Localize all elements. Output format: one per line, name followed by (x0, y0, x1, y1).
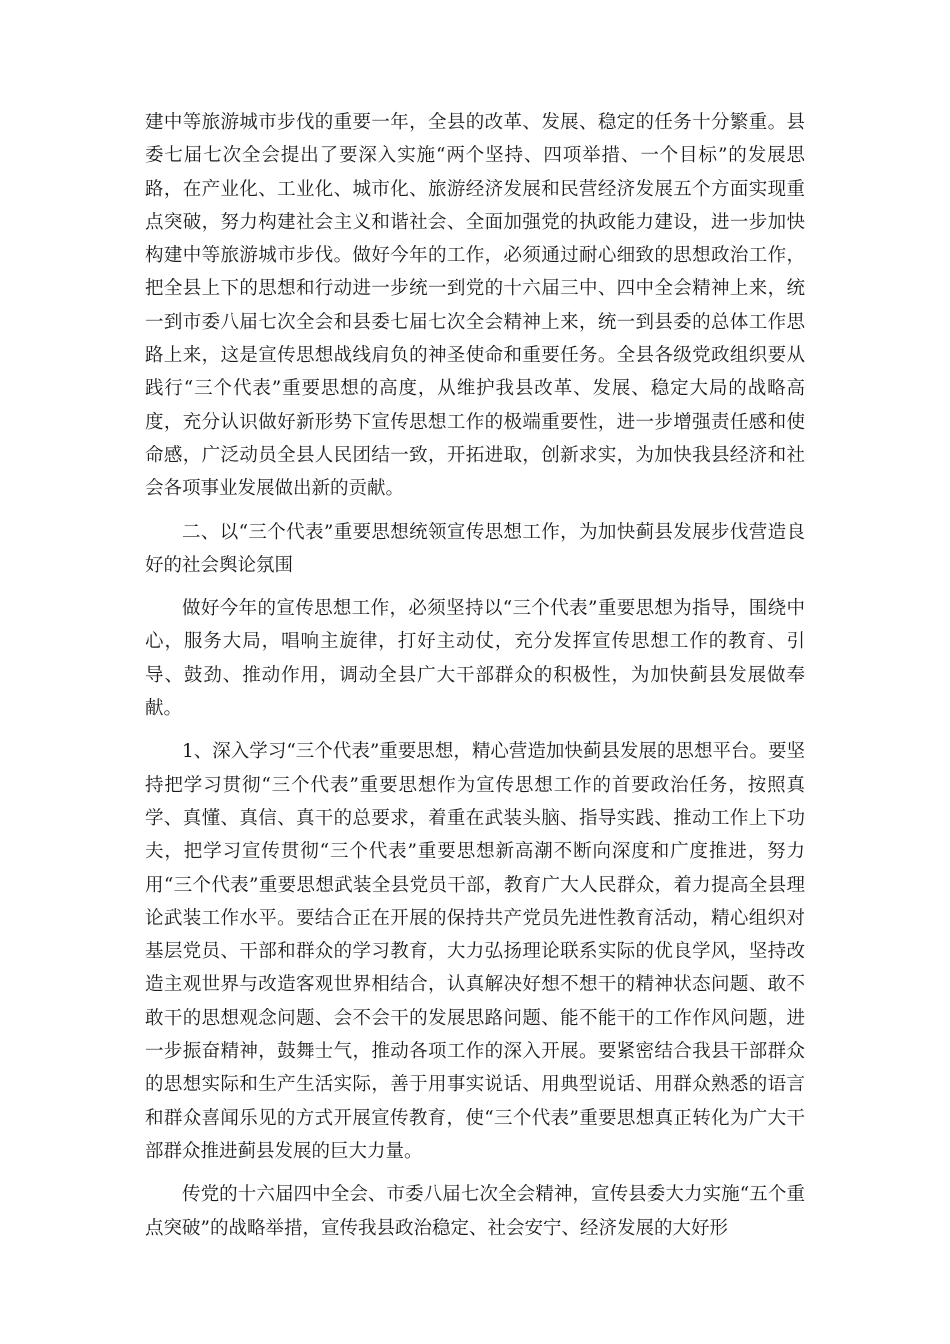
paragraph-next: 传党的十六届四中全会、市委八届七次全会精神，宣传县委大力实施“五个重点突破”的战略举措，宣传我县政治稳定、社会安宁、经济发展的大好形 (145, 1184, 805, 1239)
paragraph-item-1: 1、深入学习“三个代表”重要思想，精心营造加快蓟县发展的思想平台。要坚持把学习贯彻“三个代表”重要思想作为宣传思想工作的首要政治任务，按照真学、真懂、真信、真干的总要求，着重在武装头脑、指导实践、推动工作上下功夫，把学习宣传贯彻“三个代表”重要思想新高潮不断向深度和广度推进，努力用“三个代表”重要思想武装全县党员干部，教育广大人民群众，着力提高全县理论武装工作水平。要结合正在开展的保持共产党员先进性教育活动，精心组织对基层党员、干部和群众的学习教育，大力弘扬理论联系实际的优良学风，坚持改造主观世界与改造客观世界相结合，认真解决好想不想干的精神状态问题、敢不敢干的思想观念问题、会不会干的发展思路问题、能不能干的工作作风问题，进一步振奋精神，鼓舞士气，推动各项工作的深入开展。要紧密结合我县干部群众的思想实际和生产生活实际，善于用事实说话、用典型说话、用群众熟悉的语言和群众喜闻乐见的方式开展宣传教育，使“三个代表”重要思想真正转化为广大干部群众推进蓟县发展的巨大力量。 (145, 741, 805, 1162)
document-page (145, 106, 805, 1245)
section-heading: 二、以“三个代表”重要思想统领宣传思想工作，为加快蓟县发展步伐营造良好的社会舆论氛围 (145, 521, 805, 576)
paragraph-intro: 做好今年的宣传思想工作，必须坚持以“三个代表”重要思想为指导，围绕中心，服务大局，唱响主旋律，打好主动仗，充分发挥宣传思想工作的教育、引导、鼓劲、推动作用，调动全县广大干部群众的积极性，为加快蓟县发展做奉献。 (145, 598, 805, 720)
paragraph-continuation: 建中等旅游城市步伐的重要一年，全县的改革、发展、稳定的任务十分繁重。县委七届七次全会提出了要深入实施“两个坚持、四项举措、一个目标”的发展思路，在产业化、工业化、城市化、旅游经济发展和民营经济发展五个方面实现重点突破，努力构建社会主义和谐社会、全面加强党的执政能力建设，进一步加快构建中等旅游城市步伐。做好今年的工作，必须通过耐心细致的思想政治工作，把全县上下的思想和行动进一步统一到党的十六届三中、四中全会精神上来，统一到市委八届七次全会和县委七届七次全会精神上来，统一到县委的总体工作思路上来，这是宣传思想战线肩负的神圣使命和重要任务。全县各级党政组织要从践行“三个代表”重要思想的高度，从维护我县改革、发展、稳定大局的战略高度，充分认识做好新形势下宣传思想工作的极端重要性，进一步增强责任感和使命感，广泛动员全县人民团结一致，开拓进取，创新求实，为加快我县经济和社会各项事业发展做出新的贡献。 (145, 112, 805, 500)
